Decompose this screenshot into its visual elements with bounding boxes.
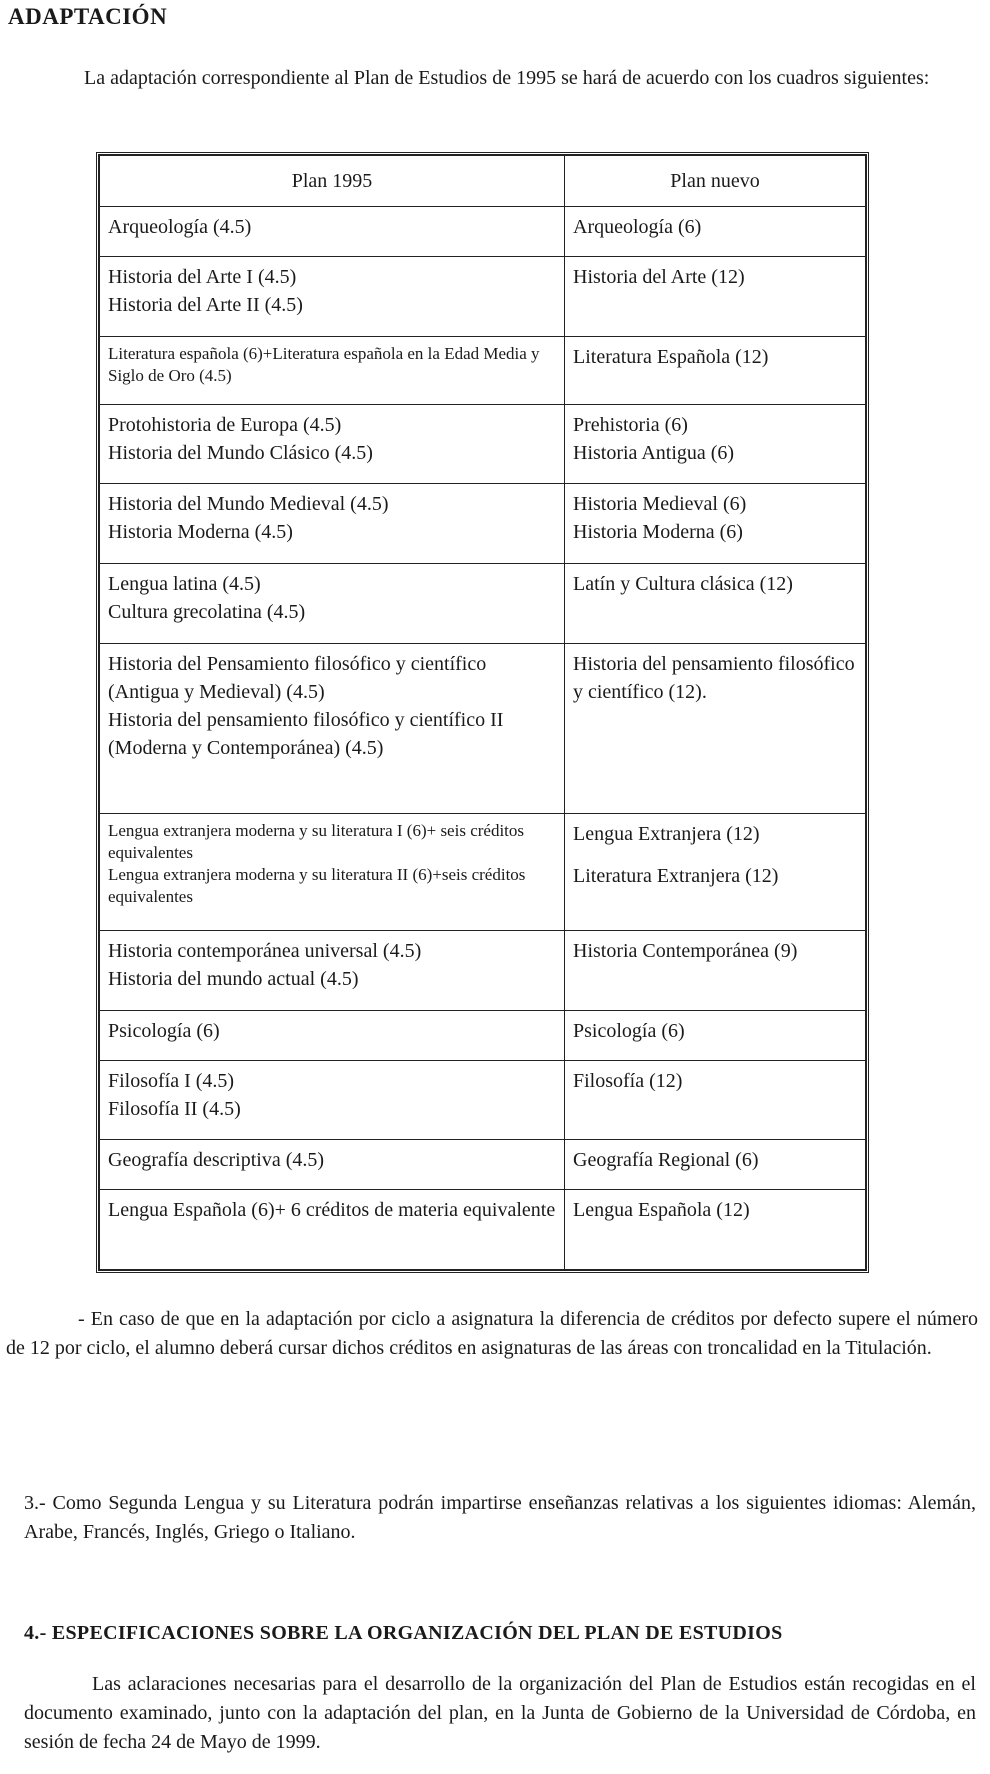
plan-nuevo-cell [565,484,866,564]
course-old: Psicología (6) [108,1019,220,1042]
course-old: Cultura grecolatina (4.5) [108,600,306,623]
table-row [100,257,866,337]
plan-nuevo-cell [565,931,866,1011]
adaptation-table [99,155,866,1270]
adaptation-table-frame [96,152,869,1273]
course-old: Historia del Arte I (4.5) [108,266,297,289]
section-4-paragraph: Las aclaraciones necesarias para el desarrollo de la organización del Plan de Estudios están recogidas en el documento examinado, junto con la adaptación del plan, en la Junta de Gobierno de la Universidad de Córdoba, en sesión de fecha 24 de Mayo de 1999. [24,1673,976,1753]
course-old: Geografía descriptiva (4.5) [108,1149,325,1172]
section-heading: ADAPTACIÓN [8,4,168,29]
table-row [100,1060,866,1140]
course-old: Lengua latina (4.5) [108,572,261,595]
course-new: Historia Antigua (6) [573,441,735,464]
table-row [100,404,866,484]
table-row [100,643,866,814]
plan-1995-cell [100,563,565,643]
course-new: Lengua Española (12) [573,1199,750,1222]
table-row [100,207,866,257]
intro-paragraph: La adaptación correspondiente al Plan de Estudios de 1995 se hará de acuerdo con los cuadros siguientes: [84,67,930,89]
course-new: Literatura Española (12) [573,345,769,368]
course-new: Prehistoria (6) [573,413,688,436]
plan-nuevo-cell [565,336,866,404]
table-row [100,814,866,931]
table-row [100,1190,866,1270]
plan-nuevo-cell [565,1060,866,1140]
plan-1995-cell [100,931,565,1011]
course-new: Filosofía (12) [573,1069,683,1092]
course-old: Lengua extranjera moderna y su literatura I (6)+ seis créditos equivalentes [108,821,525,863]
course-old: Historia del Arte II (4.5) [108,294,303,317]
course-old: Historia del pensamiento filosófico y científico II (Moderna y Contemporánea) (4.5) [108,708,504,759]
course-new: Arqueología (6) [573,216,702,238]
plan-1995-cell [100,1060,565,1140]
course-new: Latín y Cultura clásica (12) [573,572,793,595]
section-4-heading: 4.- ESPECIFICACIONES SOBRE LA ORGANIZACIÓN DEL PLAN DE ESTUDIOS [24,1622,783,1644]
course-old: Historia del mundo actual (4.5) [108,968,359,991]
table-row [100,1140,866,1190]
course-new: Historia Medieval (6) [573,493,747,516]
course-new: Geografía Regional (6) [573,1149,759,1172]
plan-1995-cell [100,1140,565,1190]
course-new: Lengua Extranjera (12) [573,823,760,846]
plan-1995-cell [100,404,565,484]
course-old: Historia del Mundo Medieval (4.5) [108,493,389,516]
second-language-paragraph: 3.- Como Segunda Lengua y su Literatura podrán impartirse enseñanzas relativas a los siguientes idiomas: Alemán, Arabe, Francés, Inglés, Griego o Italiano. [24,1492,976,1543]
course-new: Historia del pensamiento filosófico y científico (12). [573,652,855,703]
course-old: Protohistoria de Europa (4.5) [108,413,342,436]
plan-nuevo-cell [565,814,866,931]
table-row [100,484,866,564]
course-old: Arqueología (4.5) [108,216,252,238]
course-new: Psicología (6) [573,1019,685,1042]
plan-1995-cell [100,1190,565,1270]
plan-nuevo-cell [565,563,866,643]
column-header-plan-1995: Plan 1995 [100,156,565,207]
plan-nuevo-cell [565,1140,866,1190]
plan-1995-cell [100,257,565,337]
plan-nuevo-cell [565,643,866,814]
course-old: Historia del Pensamiento filosófico y científico (Antigua y Medieval) (4.5) [108,652,487,703]
plan-1995-cell [100,814,565,931]
table-row [100,336,866,404]
course-old: Historia contemporánea universal (4.5) [108,940,422,963]
plan-1995-cell [100,643,565,814]
table-row [100,563,866,643]
plan-nuevo-cell [565,1010,866,1060]
plan-nuevo-cell [565,1190,866,1270]
credit-difference-note: - En caso de que en la adaptación por ciclo a asignatura la diferencia de créditos por defecto supere el número de 12 por ciclo, el alumno deberá cursar dichos créditos en asignaturas de las áreas con troncalidad en la Titulación. [6,1308,978,1359]
plan-1995-cell [100,207,565,257]
plan-nuevo-cell [565,404,866,484]
course-old: Historia del Mundo Clásico (4.5) [108,441,373,464]
plan-1995-cell [100,1010,565,1060]
table-header-row [100,156,866,207]
course-new: Literatura Extranjera (12) [573,865,779,888]
plan-nuevo-cell [565,207,866,257]
course-old: Literatura española (6)+Literatura española en la Edad Media y Siglo de Oro (4.5) [108,343,540,385]
course-old: Lengua Española (6)+ 6 créditos de materia equivalente [108,1199,556,1222]
course-new: Historia Contemporánea (9) [573,940,798,963]
plan-nuevo-cell [565,257,866,337]
course-old: Filosofía II (4.5) [108,1097,241,1120]
column-header-plan-nuevo: Plan nuevo [565,156,866,207]
plan-1995-cell [100,484,565,564]
course-old: Lengua extranjera moderna y su literatura II (6)+seis créditos equivalentes [108,865,526,907]
course-new: Historia Moderna (6) [573,521,743,544]
table-row [100,1010,866,1060]
course-old: Historia Moderna (4.5) [108,521,293,544]
course-old: Filosofía I (4.5) [108,1069,235,1092]
course-new: Historia del Arte (12) [573,266,745,289]
plan-1995-cell [100,336,565,404]
table-row [100,931,866,1011]
